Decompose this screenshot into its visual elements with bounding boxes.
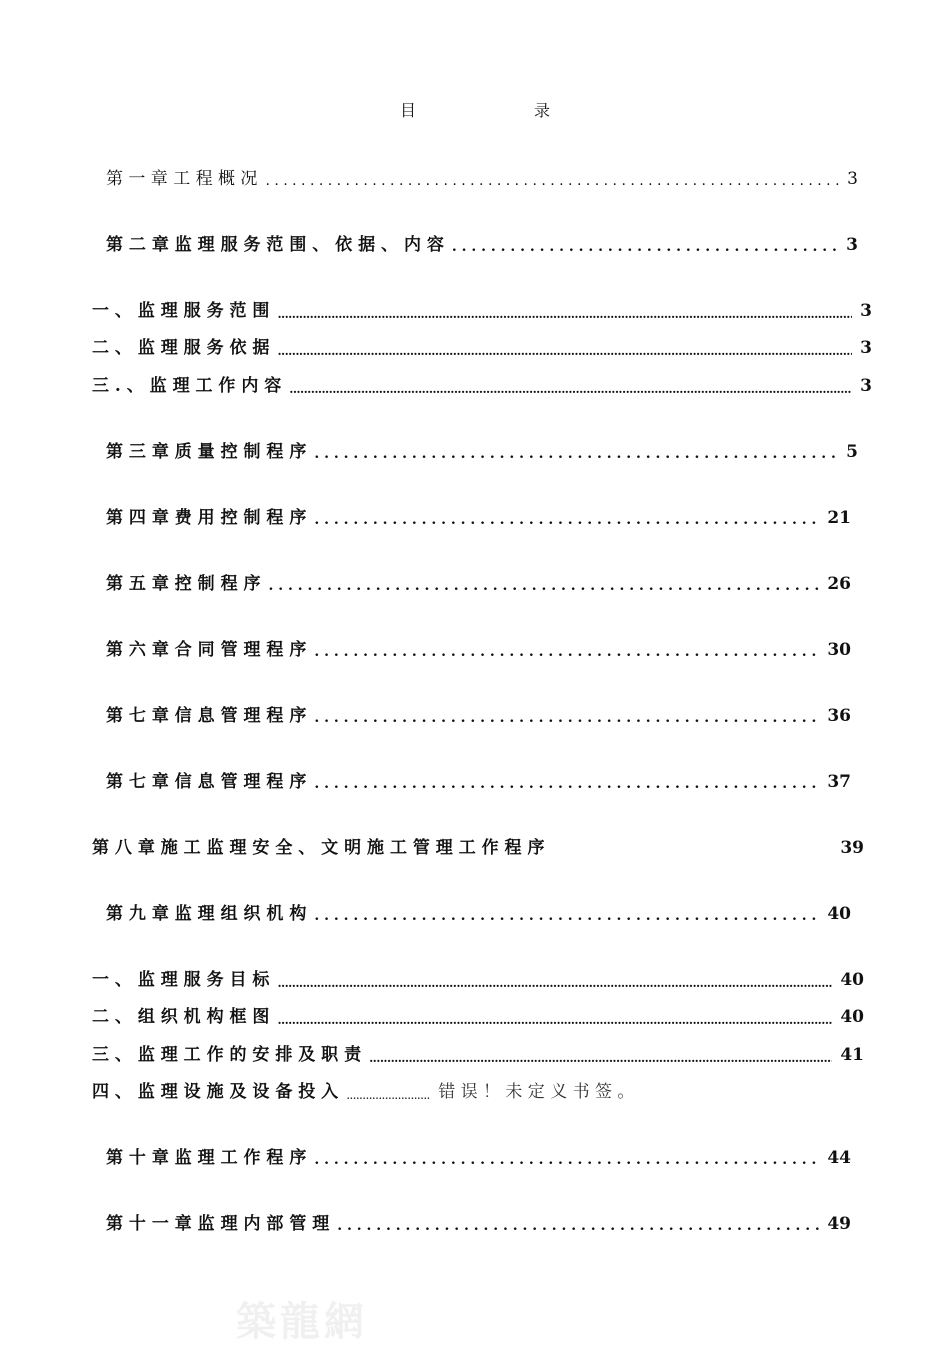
toc-leader [314, 904, 819, 924]
watermark: 築龍網 [236, 1298, 368, 1345]
toc-leader [337, 1214, 819, 1234]
toc-label: 第 四 章 费 用 控 制 程 序 [106, 508, 307, 528]
toc-leader [277, 338, 852, 358]
toc-leader [452, 235, 838, 255]
toc-entry[interactable] [106, 503, 851, 528]
toc-entry[interactable] [92, 333, 872, 358]
toc-leader [269, 574, 820, 594]
toc-label: 三 . 、 监 理 工 作 内 容 [92, 376, 282, 396]
toc-entry[interactable] [106, 767, 851, 792]
toc-page-number: 5 [846, 442, 858, 462]
toc-label: 四 、 监 理 设 施 及 设 备 投 入 [92, 1082, 339, 1102]
toc-leader [277, 301, 852, 321]
toc-leader [277, 1007, 832, 1027]
toc-leader [314, 508, 819, 528]
toc-label: 第 九 章 监 理 组 织 机 构 [106, 904, 307, 924]
toc-entry[interactable] [106, 164, 858, 189]
toc-leader [346, 1082, 430, 1102]
toc-label: 第 六 章 合 同 管 理 程 序 [106, 640, 307, 660]
title-left: 目 [399, 101, 416, 120]
toc-page-number: 21 [827, 508, 851, 528]
toc-entry[interactable] [92, 1040, 864, 1065]
toc-leader [314, 640, 819, 660]
toc-page-number: 37 [827, 772, 851, 792]
page-title [0, 98, 950, 121]
toc-page-number: 3 [847, 169, 858, 189]
toc-entry[interactable] [92, 965, 864, 990]
toc-entry[interactable] [106, 701, 851, 726]
toc-leader [289, 376, 852, 396]
toc-label: 三 、 监 理 工 作 的 安 排 及 职 责 [92, 1045, 362, 1065]
toc-page-number: 26 [827, 574, 851, 594]
toc-label: 第 十 一 章 监 理 内 部 管 理 [106, 1214, 330, 1234]
toc-leader [314, 706, 819, 726]
toc-label: 第 三 章 质 量 控 制 程 序 [106, 442, 307, 462]
toc-label: 第 二 章 监 理 服 务 范 围 、 依 据 、 内 容 [106, 235, 444, 255]
toc-page-number: 36 [827, 706, 851, 726]
title-right: 录 [534, 101, 551, 120]
toc-leader [277, 970, 832, 990]
toc-page-number: 40 [827, 904, 851, 924]
toc-page-number: 44 [827, 1148, 851, 1168]
toc-leader [314, 772, 819, 792]
toc-entry[interactable] [106, 569, 851, 594]
toc-label: 二 、 组 织 机 构 框 图 [92, 1007, 270, 1027]
toc-page-number: 3 [846, 235, 858, 255]
toc-label: 第 八 章 施 工 监 理 安 全 、 文 明 施 工 管 理 工 作 程 序 [92, 838, 545, 858]
toc-page-number: 3 [860, 376, 872, 396]
toc-page-number: 40 [840, 1007, 864, 1027]
toc-page-number: 3 [860, 338, 872, 358]
toc-page-number: 49 [827, 1214, 851, 1234]
toc-leader [369, 1045, 832, 1065]
toc-label: 一 、 监 理 服 务 目 标 [92, 970, 270, 990]
toc-page-number: 3 [860, 301, 872, 321]
toc-label: 第 一 章 工 程 概 况 [106, 169, 258, 189]
toc-label: 二 、 监 理 服 务 依 据 [92, 338, 270, 358]
toc-entry[interactable] [106, 1209, 851, 1234]
toc-entry[interactable] [106, 230, 858, 255]
toc-entry[interactable] [106, 437, 858, 462]
toc-page-number: 错 误 ！ 未 定 义 书 签 。 [438, 1082, 635, 1102]
toc-label: 第 十 章 监 理 工 作 程 序 [106, 1148, 307, 1168]
toc-label: 第 五 章 控 制 程 序 [106, 574, 261, 594]
toc-label: 第 七 章 信 息 管 理 程 序 [106, 706, 307, 726]
toc-leader [314, 442, 838, 462]
toc-entry[interactable] [106, 1143, 851, 1168]
toc-entry[interactable] [106, 635, 851, 660]
toc-label: 第 七 章 信 息 管 理 程 序 [106, 772, 307, 792]
toc-label: 一 、 监 理 服 务 范 围 [92, 301, 270, 321]
toc-leader [314, 1148, 819, 1168]
toc-entry[interactable] [92, 371, 872, 396]
toc-entry[interactable] [92, 833, 864, 858]
toc-entry[interactable] [106, 899, 851, 924]
toc-page-number: 30 [827, 640, 851, 660]
toc-leader [265, 169, 839, 189]
toc-page-number: 40 [840, 970, 864, 990]
toc-entry[interactable] [92, 1002, 864, 1027]
toc-entry[interactable] [92, 296, 872, 321]
toc-entry[interactable] [92, 1077, 864, 1102]
toc-page-number: 41 [840, 1045, 864, 1065]
toc-page-number: 39 [840, 838, 864, 858]
